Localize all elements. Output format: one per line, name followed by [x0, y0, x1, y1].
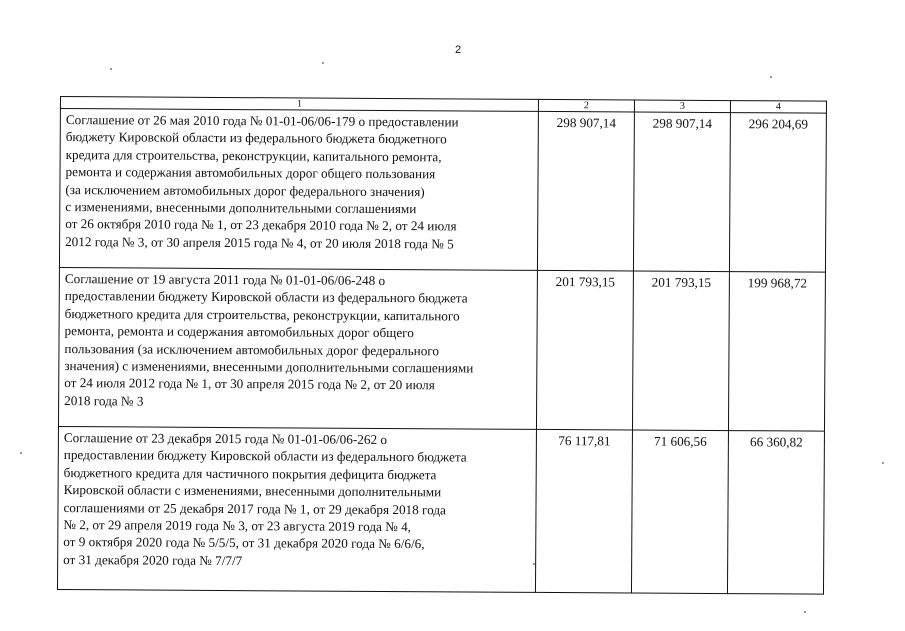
- column-header-1: 1: [60, 97, 538, 112]
- page-number: 2: [454, 44, 462, 56]
- scan-speck: [770, 76, 772, 78]
- amount-column-3: 298 907,14: [633, 112, 730, 272]
- amount-column-4: 296 204,69: [729, 113, 826, 273]
- table-row: [59, 109, 826, 273]
- amount-column-4: 199 968,72: [728, 272, 825, 432]
- agreement-description: Соглашение от 23 декабря 2015 года № 01-01-06/06-262 о предоставлении бюджету Кировской области из федерального бюджета бюджетного кредита для частичного покрытия дефицита бюджета Кировской области с изменениями, внесенными дополнительными соглашениями от 25 декабря 2017 года № 1, от 29 декабря 2018 года № 2, от 29 апреля 2019 года № 3, от 23 августа 2019 года № 4, от 9 октября 2020 года № 5/5/5, от 31 декабря 2020 года № 6/6/6, от 31 декабря 2020 года № 7/7/7: [57, 426, 536, 592]
- scan-speck: [110, 68, 112, 70]
- scan-speck: [322, 62, 324, 64]
- amount-column-2: 201 793,15: [536, 270, 633, 430]
- scan-speck: [882, 462, 884, 464]
- column-header-3: 3: [634, 100, 730, 113]
- table-row: [58, 267, 825, 431]
- table-row: [57, 426, 824, 594]
- agreements-table: [57, 96, 827, 595]
- amount-column-3: 201 793,15: [632, 271, 729, 431]
- scan-speck: [20, 452, 22, 454]
- amount-column-3: 71 606,56: [631, 430, 728, 594]
- column-header-4: 4: [730, 101, 826, 114]
- agreement-description: Соглашение от 26 мая 2010 года № 01-01-06/06-179 о предоставлении бюджету Кировской области из федерального бюджета бюджетного кредита для строительства, реконструкции, капитального ремонта, ремонта и содержания автомобильных дорог общего пользования (за исключением автомобильных дорог федерального значения) с изменениями, внесенными дополнительными соглашениями от 26 октября 2010 года № 1, от 23 декабря 2010 года № 2, от 24 июля 2012 года № 3, от 30 апреля 2015 года № 4, от 20 июля 2018 года № 5: [59, 109, 538, 271]
- amount-column-4: 66 360,82: [727, 431, 824, 595]
- agreement-description: Соглашение от 19 августа 2011 года № 01-01-06/06-248 о предоставлении бюджету Кировской области из федерального бюджета бюджетного кредита для строительства, реконструкции, капитального ремонта, ремонта и содержания автомобильных дорог общего пользования (за исключением автомобильных дорог федерального значения) с изменениями, внесенными дополнительными соглашениями от 24 июля 2012 года № 1, от 30 апреля 2015 года № 2, от 20 июля 2018 года № 3: [58, 267, 537, 429]
- column-header-2: 2: [538, 99, 634, 112]
- scan-speck: [804, 611, 806, 613]
- amount-column-2: 298 907,14: [537, 111, 634, 271]
- amount-column-2: 76 117,81: [535, 429, 632, 593]
- scan-speck: [533, 563, 535, 565]
